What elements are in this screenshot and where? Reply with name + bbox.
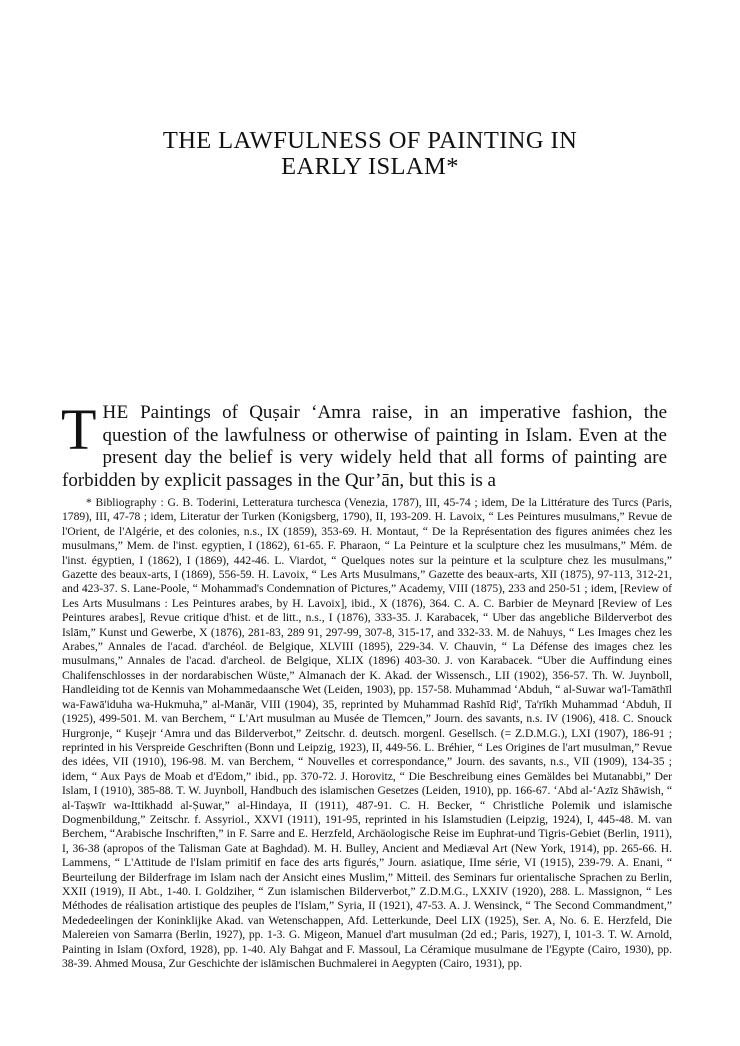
first-word-rest: HE xyxy=(102,402,129,423)
article-title xyxy=(60,128,680,180)
body-paragraph xyxy=(61,397,667,492)
footnote-text: * Bibliography : G. B. Toderini, Letteratura turchesca (Venezia, 1787), III, 45-74 ; idem, De la Littérature des Turcs (Paris, 1789), III, 47-78 ; idem, Literatur der Turken (Konigsberg, 1790), II, 193-209. H. Lavoix, “ Les Peintures musulmans,” Revue de l'Orient, de l'Algérie, et des colonies, n.s., IX (1859), 353-69. H. Montaut, “ De la Représentation des figures animées chez les musulmans,” Mem. de l'inst. egyptien, I (1862), 61-65. F. Pharaon, “ La Peinture et la sculpture chez les musulmans,” Mém. de l'inst. égyptien, I (1862), I (1869), 442-46. L. Viardot, “ Quelques notes sur la peinture et la sculpture chez les musulmans,” Gazette des beaux-arts, I (1869), 556-59. H. Lavoix, “ Les Arts Musulmans,” Gazette des beaux-arts, XII (1875), 97-113, 312-21, and 423-37. S. Lane-Poole, “ Mohammad's Condemnation of Pictures,” Academy, VIII (1875), 233 and 250-51 ; idem, [Review of Les Arts Musulmans : Les Peintures arabes, by H. Lavoix], ibid., X (1876), 364. C. A. C. Barbier de Meynard [Review of Les Peintures arabes], Revue critique d'hist. et de litt., n.s., I (1876), 333-35. J. Karabacek, “ Uber das angebliche Bilderverbot des Islām,” Kunst und Gewerbe, X (1876), 281-83, 289 91, 297-99, 307-8, 315-17, and 332-33. M. de Nahuys, “ Les Images chez les Arabes,” Annales de l'acad. d'archéol. de Belgique, XLVIII (1895), 229-34. V. Chauvin, “ La Défense des images chez les musulmans,” Annales de l'acad. d'archeol. de Belgique, XLIX (1896) 403-30. J. von Karabacek. “Uber die Auffindung eines Chalifenschlosses in der nordarabischen Wüste,” Almanach der K. Akad. der Wissensch., LII (1902), 356-57. Th. W. Juynboll, Handleiding tot de Kennis van Mohammedaansche Wet (Leiden, 1903), pp. 157-58. Muhammad ‘Abduh, “ al-Suwar wa'l-Tamāthīl wa-Fawā'iduha wa-Hukmuha,” al-Manār, VIII (1904), 35, reprinted by Muhammad Rashīd Riḍ', Ta'rīkh Muhammad ‘Abduh, II (1925), 499-501. M. van Berchem, “ L'Art musulman au Musée de Tlemcen,” Journ. des savants, n.s. IV (1906), 418. C. Snouck Hurgronje, “ Kuṣejr ‘Amra und das Bilderverbot,” Zeitschr. d. deutsch. morgenl. Gesellsch. (= Z.D.M.G.), LXI (1907), 186-91 ; reprinted in his Verspreide Geschriften (Bonn und Leipzig, 1923), II, 449-56. L. Bréhier, “ Les Origines de l'art musulman,” Revue des idées, VII (1910), 196-98. M. van Berchem, “ Nouvelles et correspondance,” Journ. des savants, n.s., VII (1909), 134-35 ; idem, “ Aux Pays de Moab et d'Edom,” ibid., pp. 370-72. J. Horovitz, “ Die Beschreibung eines Gemäldes bei Mutanabbi,” Der Islam, I (1910), 385-88. T. W. Juynboll, Handbuch des islamischen Gesetzes (Leiden, 1910), pp. 166-67. ‘Abd al-‘Azīz Shāwish, “ al-Taṣwīr wa-Ittikhadd al-Ṣuwar,” al-Hindaya, II (1911), 487-91. C. H. Becker, “ Christliche Polemik und islamische Dogmenbildung,” Zeitschr. f. Assyriol., XXVI (1911), 191-95, reprinted in his Islamstudien (Leipzig, 1924), I, 445-48. M. van Berchem, “Arabische Inschriften,” in F. Sarre and E. Herzfeld, Archäologische Reise im Euphrat-und Tigris-Gebiet (Berlin, 1911), I, 36-38 (apropos of the Talisman Gate at Baghdad). M. H. Bulley, Ancient and Mediæval Art (New York, 1914), pp. 265-66. H. Lammens, “ L'Attitude de l'Islam primitif en face des arts figurés,” Journ. asiatique, IIme série, VI (1915), 239-79. A. Enani, “ Beurteilung der Bilderfrage im Islam nach der Ansicht eines Muslim,” Mitteil. des Seminars fur orientalische Sprachen zu Berlin, XXII (1919), II Abt., 1-40. I. Goldziher, “ Zun islamischen Bilderverbot,” Z.D.M.G., LXXIV (1920), 288. L. Massignon, “ Les Méthodes de réalisation artistique des peuples de l'Islam,” Syria, II (1921), 47-53. A. J. Wensinck, “ The Second Commandment,” Mededeelingen der Koninklijke Akad. van Wetenschappen, Afd. Letterkunde, Deel LIX (1925), Ser. A, No. 6. E. Herzfeld, Die Malereien von Samarra (Berlin, 1927), pp. 1-3. G. Migeon, Manuel d'art musulman (2d ed.; Paris, 1927), I, 101-3. T. W. Arnold, Painting in Islam (Oxford, 1928), pp. 1-40. Aly Bahgat and F. Massoul, La Céramique musulmane de l'Egypte (Cairo, 1930), pp. 38-39. Ahmed Mousa, Zur Geschichte der islāmischen Buchmalerei in Aegypten (Cairo, 1931), pp. xyxy=(62,496,672,970)
footnote-bibliography xyxy=(62,496,672,971)
title-line-1: THE LAWFULNESS OF PAINTING IN xyxy=(162,127,578,154)
drop-cap: T xyxy=(61,397,97,462)
title-line-2: EARLY ISLAM* xyxy=(281,153,459,180)
body-text: Paintings of Quṣair ‘Amra raise, in an imperative fashion, the question of the lawfulness or otherwise of painting in Islam. Even at the present day the belief is very widely held that all forms of painting are forbidden by explicit passages in the Qur’ān, but this is a xyxy=(62,402,667,491)
